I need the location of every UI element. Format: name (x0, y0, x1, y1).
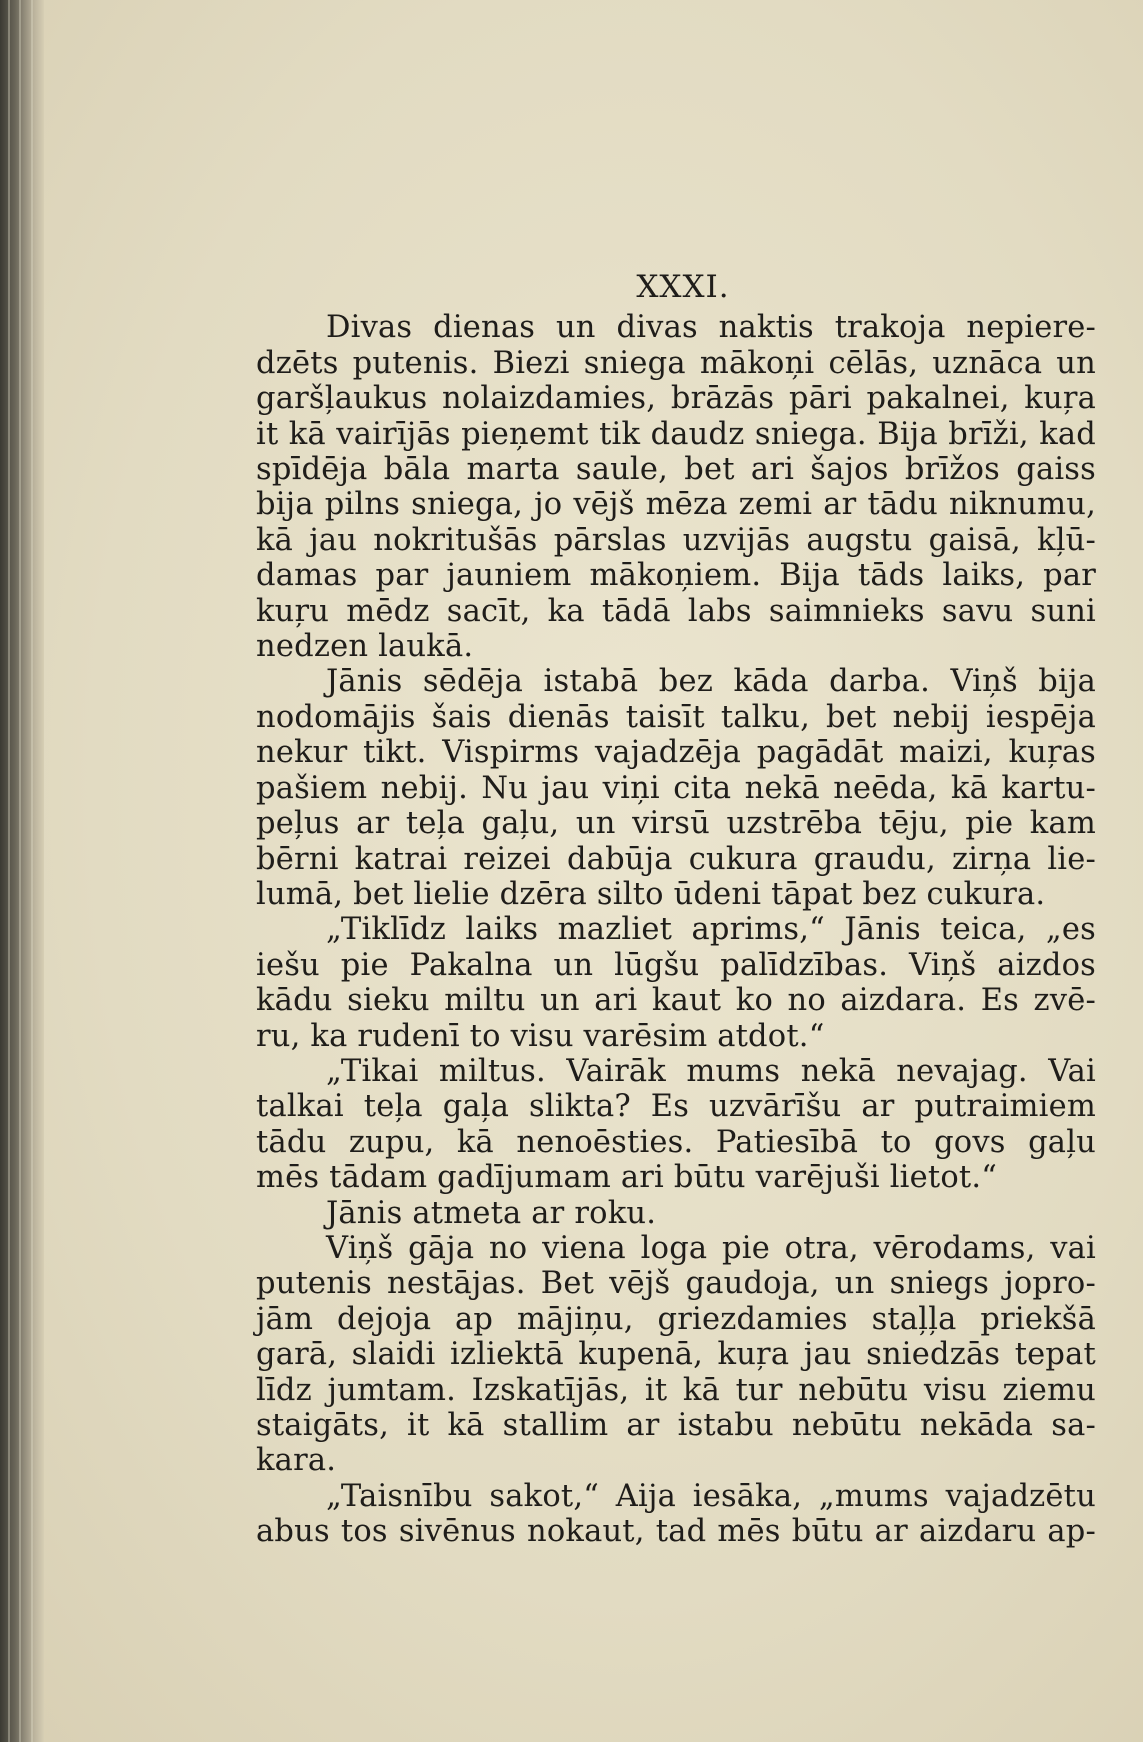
page-text (256, 270, 1096, 1550)
text-line: bija pilns sniega, jo vējš mēza zemi ar tādu niknumu, (256, 487, 1096, 523)
text-line: pašiem nebij. Nu jau viņi cita nekā neēda, kā kartu- (256, 770, 1096, 806)
text-line: abus tos sivēnus nokaut, tad mēs būtu ar aizdaru ap- (256, 1514, 1096, 1550)
text-line: bērni katrai reizei dabūja cukura graudu, zirņa lie- (256, 841, 1096, 877)
chapter-title: XXXI. (636, 269, 730, 305)
text-line: it kā vairījās pieņemt tik daudz sniega. Bija brīži, kad (256, 416, 1096, 452)
text-line: „Tikai miltus. Vairāk mums nekā nevajag. Vai (326, 1053, 1096, 1089)
text-line: nodomājis šais dienās taisīt talku, bet nebij iespēja (256, 699, 1096, 735)
text-line: Jānis atmeta ar roku. (326, 1195, 657, 1231)
text-line: garā, slaidi izliektā kupenā, kuŗa jau sniedzās tepat (256, 1337, 1096, 1373)
text-line: jām dejoja ap mājiņu, griezdamies staļļa priekšā (256, 1301, 1096, 1337)
text-line: tādu zupu, kā nenoēsties. Patiesībā to govs gaļu (256, 1124, 1096, 1160)
text-line: peļus ar teļa gaļu, un virsū uzstrēba tēju, pie kam (256, 806, 1096, 842)
text-line: Divas dienas un divas naktis trakoja nepiere- (326, 310, 1096, 346)
text-line: „Tiklīdz laiks mazliet aprims,“ Jānis teica, „es (326, 912, 1096, 948)
text-line: garšļaukus nolaizdamies, brāzās pāri pakalnei, kuŗa (256, 381, 1096, 417)
text-line: kādu sieku miltu un ari kaut ko no aizdara. Es zvē- (256, 983, 1096, 1019)
binding-thread-line (19, 0, 21, 1742)
text-line: kā jau nokritušās pārslas uzvijās augstu gaisā, kļū- (256, 522, 1096, 558)
text-line: damas par jauniem mākoņiem. Bija tāds laiks, par (256, 558, 1096, 594)
text-line: nedzen laukā. (256, 629, 474, 665)
text-line: Viņš gāja no viena loga pie otra, vērodams, vai (326, 1230, 1096, 1266)
text-line: iešu pie Pakalna un lūgšu palīdzības. Viņš aizdos (256, 947, 1096, 983)
text-line: dzēts putenis. Biezi sniega mākoņi cēlās, uznāca un (256, 345, 1096, 381)
text-line: kara. (256, 1443, 337, 1479)
text-line: kuŗu mēdz sacīt, ka tādā labs saimnieks savu suni (256, 593, 1096, 629)
text-line: talkai teļa gaļa slikta? Es uzvārīšu ar putraimiem (256, 1089, 1096, 1125)
text-line: „Taisnību sakot,“ Aija iesāka, „mums vajadzētu (326, 1478, 1096, 1514)
text-line: staigāts, it kā stallim ar istabu nebūtu nekāda sa- (256, 1408, 1096, 1443)
binding-thread-line (8, 0, 10, 1742)
text-line: Jānis sēdēja istabā bez kāda darba. Viņš bija (326, 664, 1096, 700)
text-line: līdz jumtam. Izskatījās, it kā tur nebūtu visu ziemu (256, 1372, 1096, 1408)
text-line: lumā, bet lielie dzēra silto ūdeni tāpat bez cukura. (256, 876, 1046, 912)
text-lines (256, 310, 1096, 1549)
text-line: nekur tikt. Vispirms vajadzēja pagādāt maizi, kuŗas (256, 735, 1096, 771)
text-line: ru, ka rudenī to visu varēsim atdot.“ (256, 1018, 825, 1054)
binding-thread-line (31, 0, 33, 1742)
text-line: mēs tādam gadījumam ari būtu varējuši lietot.“ (256, 1160, 998, 1196)
text-line: spīdēja bāla marta saule, bet ari šajos brīžos gaiss (256, 452, 1096, 488)
text-line: putenis nestājas. Bet vējš gaudoja, un sniegs jopro- (256, 1266, 1096, 1302)
book-binding-edge (0, 0, 44, 1742)
